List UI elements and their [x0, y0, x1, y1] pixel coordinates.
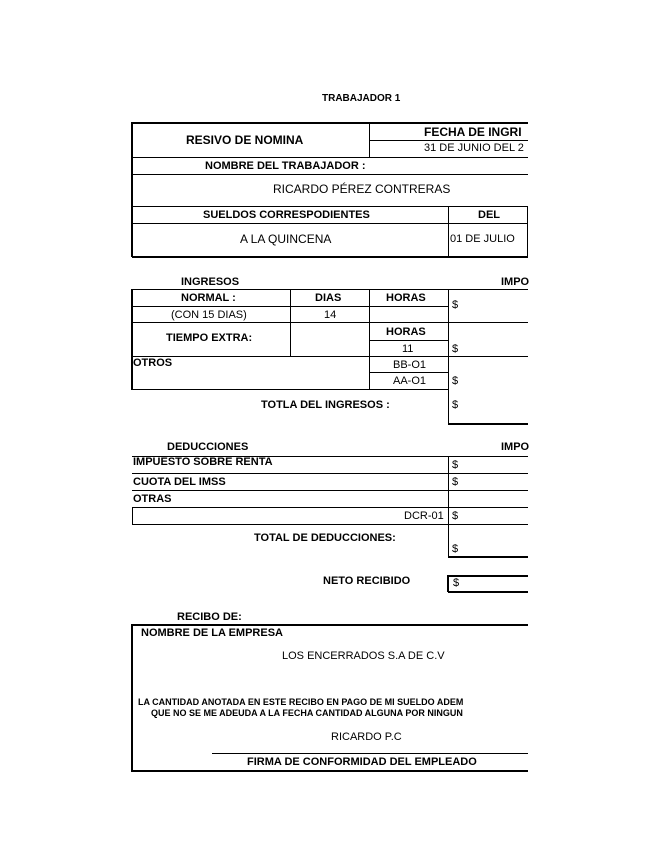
tiempo-extra-label: TIEMPO EXTRA:: [166, 332, 253, 344]
signer-name: RICARDO P.C: [331, 731, 402, 743]
dias-label: DIAS: [315, 292, 342, 304]
empresa-value: LOS ENCERRADOS S.A DE C.V: [282, 650, 445, 662]
normal-value: (CON 15 DIAS): [171, 309, 247, 321]
horas-label: HORAS: [386, 292, 426, 304]
sueldos-label: SUELDOS CORRESPODIENTES: [203, 209, 370, 221]
otros-code-1: BB-O1: [393, 359, 427, 371]
otras-code: DCR-01: [404, 510, 444, 522]
ingresos-importe-label: IMPO: [501, 276, 530, 288]
deducciones-importe-label: IMPO: [501, 441, 530, 453]
ingresos-label: INGRESOS: [181, 276, 240, 288]
total-ingresos-currency: $: [452, 399, 459, 411]
otros-code-2: AA-O1: [393, 375, 427, 387]
horas-extra-label: HORAS: [386, 326, 426, 338]
recibo-label: RECIBO DE:: [177, 611, 242, 623]
otros-label: OTROS: [133, 357, 173, 369]
statement-line-1: LA CANTIDAD ANOTADA EN ESTE RECIBO EN PAGO DE MI SUELDO ADEM: [138, 697, 464, 707]
del-label: DEL: [478, 209, 500, 221]
total-deducciones-currency: $: [452, 543, 459, 555]
deducciones-label: DEDUCCIONES: [167, 441, 249, 453]
normal-currency: $: [452, 299, 459, 311]
otros-currency: $: [452, 375, 459, 387]
otras-currency: $: [452, 510, 459, 522]
total-deducciones-label: TOTAL DE DEDUCCIONES:: [254, 532, 396, 544]
signature-label: FIRMA DE CONFORMIDAD DEL EMPLEADO: [247, 756, 477, 768]
nombre-trabajador-label: NOMBRE DEL TRABAJADOR :: [205, 160, 366, 172]
horas-extra-value: 11: [402, 343, 414, 355]
dias-value: 14: [324, 309, 337, 321]
neto-currency: $: [453, 577, 460, 589]
receipt-title: RESIVO DE NOMINA: [186, 133, 304, 147]
neto-label: NETO RECIBIDO: [323, 575, 411, 587]
fecha-ingreso-value: 31 DE JUNIO DEL 2: [424, 142, 524, 154]
page-title: TRABAJADOR 1: [322, 93, 401, 104]
normal-label: NORMAL :: [181, 292, 236, 304]
del-value: 01 DE JULIO: [450, 233, 515, 245]
isr-label: IMPUESTO SOBRE RENTA: [133, 456, 273, 468]
tiempo-extra-currency: $: [452, 343, 459, 355]
isr-currency: $: [452, 459, 459, 471]
fecha-ingreso-label: FECHA DE INGRI: [424, 125, 522, 139]
empresa-label: NOMBRE DE LA EMPRESA: [141, 627, 283, 639]
imss-currency: $: [452, 476, 459, 488]
quincena-value: A LA QUINCENA: [240, 232, 332, 246]
statement-line-2: QUE NO SE ME ADEUDA A LA FECHA CANTIDAD ALGUNA POR NINGUN: [151, 708, 463, 718]
total-ingresos-label: TOTLA DEL INGRESOS :: [261, 399, 390, 411]
nombre-trabajador-value: RICARDO PÉREZ CONTRERAS: [273, 182, 451, 196]
otras-label: OTRAS: [133, 493, 172, 505]
imss-label: CUOTA DEL IMSS: [133, 476, 226, 488]
